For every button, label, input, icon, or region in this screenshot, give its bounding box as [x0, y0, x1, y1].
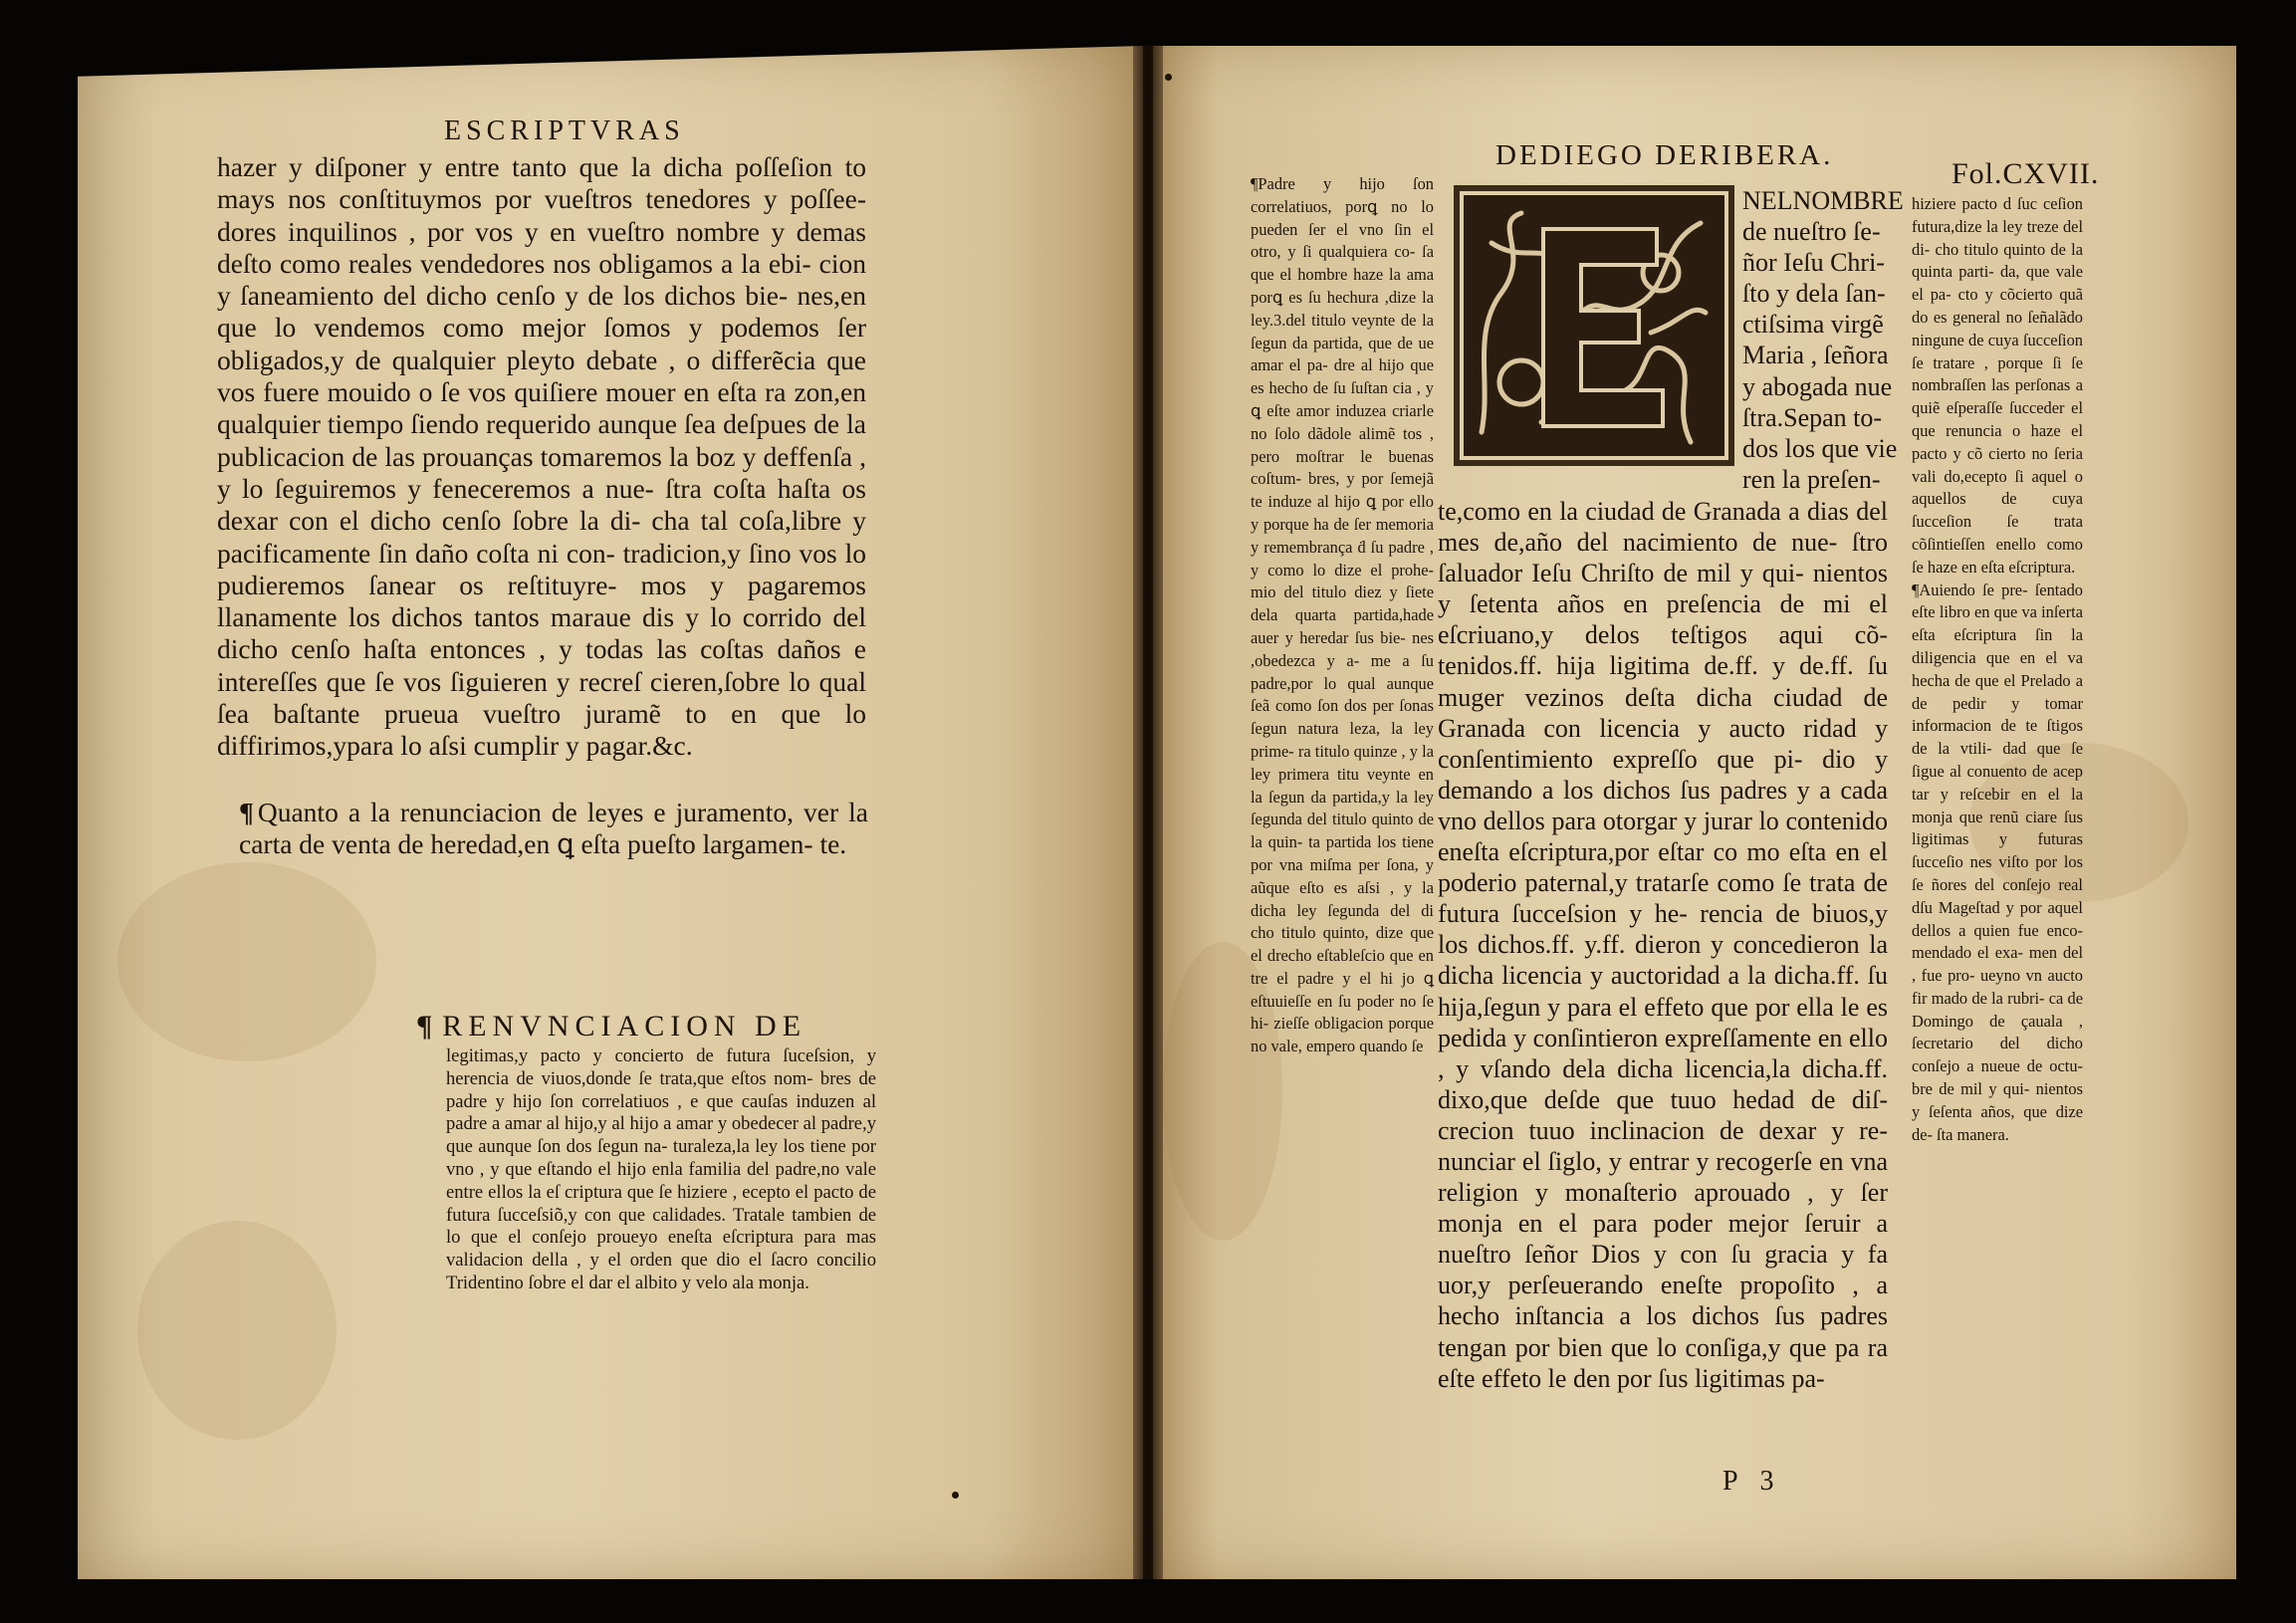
- right-body-text: [1438, 496, 1888, 1394]
- text-line: ctiſsima virgẽ: [1742, 310, 1884, 340]
- right-running-head: DEDIEGO DERIBERA.: [1495, 139, 1834, 171]
- left-marginal-gloss: [1251, 173, 1434, 1058]
- water-stain: [117, 862, 376, 1061]
- section-heading-text: RENVNCIACION DE: [442, 1010, 807, 1043]
- ink-spot: [952, 1492, 959, 1499]
- body-paragraph: hazer y diſponer y entre tanto que la dicha poſſeſion to mays nos conſtituymos por vueſtros tenedores y poſſee- dores inquilinos , por vos y en vueſtro nombre y demas deſto como reales vendedores nos obligamos a la ebi- cion y ſaneamiento del dicho cenſo y de los dichos bie- nes,en que lo vendemos como mejor ſomos y podemos ſer obligados,y de qualquier pleyto debate , o differẽcia que vos fuere mouido o ſe vos quiſiere mouer en eſta ra zon,en qualquier tiempo ſiendo requerido aunque ſea deſpues de la publicacion de las prouanças tomaremos la boz y deffenſa , y lo ſeguiremos y feneceremos a nue- ſtra coſta haſta os dexar con el dicho cenſo ſobre la di- cha tal coſa,libre y pacificamente ſin daño coſta ni con- tradicion,y ſino vos lo pudieremos ſanear os reſtituyre- mos y pagaremos llanamente los dichos tantos maraue dis y lo corrido del dicho cenſo haſta entonces , y todas las coſtas daños e intereſſes que ſe vos ſiguieren y recreſ cieren,ſobre lo qual ſea baſtante prueua vueſtro juramẽ to en que lo diffirimos,ypara lo aſsi cumplir y pagar.&c.: [217, 151, 866, 762]
- gloss-text: ¶Auiendo ſe pre- ſentado eſte libro en que va inſerta eſta eſcriptura ſin la diligencia que en el va hecha de que el Prelado a de pedir y tomar informacion de te ſtigos de la vtili- dad que ſe ſigue al conuento de acep tar y reſcebir en el la monja que renũ ciare ſus ligitimas y futuras ſucceſio nes viſto por los ſe ñores del conſejo real dſu Mageſtad y por aquel dellos a quien fue enco- mendado el exa- men del , fue pro- ueyno vn aucto fir mado de la rubri- ca de Domingo de çauala , ſecretario del dicho conſejo a nueue de octu- bre de mil y qui- nientos y ſeſenta años, que dize de- ſta manera.: [1912, 580, 2083, 1144]
- text-line: ſto y dela ſan-: [1742, 279, 1886, 309]
- initial-adjacent-text: [1742, 185, 1904, 495]
- text-line: Maria , ſeñora: [1742, 341, 1889, 370]
- left-margin-note: [239, 797, 868, 861]
- text-line: ñor Ieſu Chri-: [1742, 248, 1885, 278]
- water-stain: [137, 1221, 337, 1440]
- text-line: dos los que vie: [1742, 433, 1898, 463]
- gloss-text: hiziere pacto d ſuc ceſion futura,dize la ley treze del di- cho titulo quinto de la quinta parti- da, que vale el pa- cto y cõcierto quã do es general no ſeñalãdo ningune de cuya ſucceſion ſe tratare , porque ſi ſe nombraſſen las perſonas a quiẽ eſperaſſe ſucceder el que renuncia o haze el pacto y cõ cierto no ſeria vali do,ecepto ſi aquel o aquellos de cuya ſucceſion ſe trata cõſintieſſen enello como ſe haze en eſta eſcriptura.: [1912, 194, 2083, 577]
- renunciacion-section: [416, 1010, 876, 1295]
- text-line: NELNOMBRE: [1742, 186, 1904, 215]
- left-body-text: [217, 151, 866, 763]
- decorated-initial: [1452, 183, 1736, 468]
- book-gutter: [1133, 46, 1163, 1579]
- signature-mark: P 3: [1722, 1466, 1782, 1497]
- decorated-initial-e-icon: [1452, 183, 1736, 468]
- body-paragraph: te,como en la ciudad de Granada a dias del mes de,año del nacimiento de nue- ſtro ſaluador Ieſu Chriſto de mil y qui- nientos y ſetenta años en preſencia de mi el eſcriuano,y delos teſtigos aqui cõ- tenidos.ff. hija ligitima de.ff. y de.ff. ſu muger vezinos deſta dicha ciudad de Granada con licencia y aucto ridad y conſentimiento expreſſo que pi- dio y demando a los dichos ſus padres y a cada vno dellos para otorgar y jurar lo contenido eneſta eſcriptura,por eſtar co mo eſta en el poderio paternal,y tratarſe como ſe trata de futura ſucceſsion y he- rencia de biuos,y los dichos.ff. y.ff. dieron y concedieron la dicha licencia y auctoridad a la dicha.ff. ſu hija,ſegun y para el effeto que por ella le es pedida y conſintieron expreſſamente en ello , y vſando dela dicha licencia,la dicha.ff. dixo,que deſde que tuuo hedad de diſ- crecion tuuo inclinacion de dexar y re- nunciar el ſiglo, y entrar y recogerſe en vna religion y monaſterio aprouado , y ſer monja en el para poder mejor ſeruir a nueſtro ſeñor Dios y con ſu gracia y fa uor,y perſeuerando eneſte propoſito , a hecho inſtancia a los dichos ſus padres tengan por bien que lo conſiga,y que pa ra eſte effeto le den por ſus ligitimas pa-: [1438, 497, 1888, 1393]
- gloss-text: ¶Padre y hijo ſon correlatiuos, porꝗ no lo pueden ſer el vno ſin el otro, y ſi qualquiera co- ſa que el hombre haze la ama porꝗ es ſu hechura ,dize la ley.3.del titulo veynte de la ſegun da partida, que de ue amar el pa- dre al hijo que es hecho de ſu ſuſtan cia , y ꝗ eſte amor induzea criarle no ſolo dãdole alimẽ tos , pero moſtrar le buenas coſtum- bres, y por ſemejã te induze al hijo ꝗ por ello y porque ha de ſer memoria y remembrança ḋ ſu padre , y como lo dize el prohe- mio del titulo diez y ſiete dela quarta partida,hade auer y heredar ſus bie- nes ,obedezca y a- me a ſu padre,por lo qual aunque ſeã como ſon dos per ſonas ſegun natura leza, la ley prime- ra titulo quinze , y la ley primera titu veynte en la ſegun da partida,y la ley ſegunda del titulo quinto de la quin- ta partida los tiene por vna miſma per ſona, y aũque eſto es aſsi , y la dicha ley ſegunda del di cho titulo quinto, dize que el drecho eſtableſcio que en tre el padre y el hi jo ꝗ eſtuuieſſe en ſu poder no ſe hi- zieſſe obligacion porque no vale, empero quando ſe: [1251, 174, 1434, 1056]
- ink-spot: [1165, 74, 1172, 81]
- section-summary: legitimas,y pacto y concierto de futura ſuceſsion, y herencia de viuos,donde ſe trata,que eſtos nom- bres de padre y hijo ſon correlatiuos , e que cauſas induzen al padre a amar al hijo,y al hijo a amar y obedecer al padre,y que aunque ſon dos ſegun na- turaleza,la ley los tiene por vno , y que eſtando el hijo enla familia del padre,no vale entre ellos la eſ criptura que ſe hiziere , ecepto el pacto de futura ſucceſsiõ,y con que calidades. Tratale tambien de lo que el conſejo proueyo eneſta eſcriptura para mas validacion della , y el orden que dio el ſacro concilio Tridentino ſobre el dar el albito y velo ala monja.: [446, 1045, 876, 1293]
- left-running-head: ESCRIPTVRAS: [444, 116, 685, 146]
- note-paragraph: [239, 797, 868, 861]
- pilcrow-mark: ¶: [416, 1010, 439, 1043]
- text-line: y abogada nue: [1742, 371, 1893, 401]
- text-line: de nueſtro ſe-: [1742, 217, 1881, 247]
- text-line: ren la preſen-: [1742, 464, 1881, 494]
- right-marginal-gloss: [1912, 193, 2083, 1146]
- section-heading: [416, 1010, 876, 1043]
- pilcrow-mark: ¶: [239, 797, 254, 827]
- folio-number: Fol.CXVII.: [1952, 157, 2100, 190]
- note-text: Quanto a la renunciacion de leyes e juramento, ver la carta de venta de heredad,en ꝗ eſta pueſto largamen- te.: [239, 797, 868, 860]
- text-line: ſtra.Sepan to-: [1742, 402, 1883, 432]
